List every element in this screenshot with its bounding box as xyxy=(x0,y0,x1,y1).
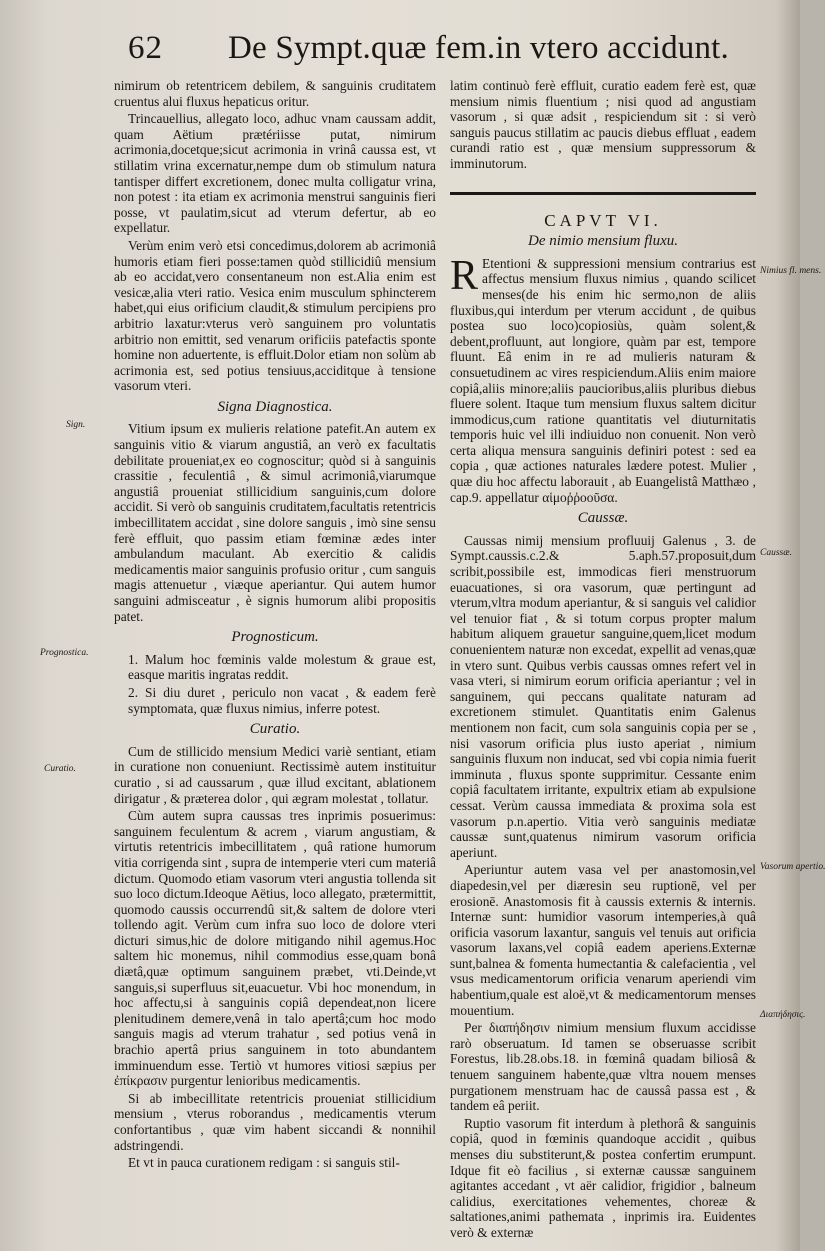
chapter-heading: CAPVT VI. xyxy=(544,210,662,230)
section-heading-curatio: Curatio. xyxy=(249,721,301,738)
paragraph: Cùm autem supra caussas tres inprimis posuerimus: sanguinem feculentum & acrem , viarum angustiam, & virtutis retentricis imbecillitatem , quâ ratione humorum vitia corrigenda sint , supra de intemperie vteri cum materiâ dictum. Quomodo etiam vasorum vteri angustia tollenda sit suo loco dictum.Ideoque Aëtius, loco allegato, prætermittit, quomodo caussis occurrendû sit,& saltem de dolore vteri tollendo agit. Verùm cum infra suo loco de dolore vteri dicturi simus,hic de dolore mitigando nihil agemus.Hoc saltem hic monemus, nihil commodius esse,quam bonâ diætâ,quæ optimum sanguinem præbet, vti.Deinde,vt sanguis,si superfluus sit,euacuetur. Vbi hoc monendum, in hoc affectu,si à sanguinis copiâ dependeat,non licere plenitudinem demere,venâ in talo apertâ;cum hoc modo sanguis magis ad vterum trahatur , sed potius venâ in brachio apertâ prius sanguinem in toto abundantem imminuendum esse. Tertiò vt humores vitiosi sæpius per ἐπίκρασιν purgentur lenioribus medicamentis. xyxy=(114,808,436,1089)
margin-note-signa: Sign. xyxy=(66,420,86,430)
page-number: 62 xyxy=(128,30,163,66)
list-item: 1. Malum hoc fœminis valde molestum & graue est, easque maritis ingratas reddit. xyxy=(128,651,436,683)
paragraph: Vitium ipsum ex mulieris relatione patefit.An autem ex sanguinis vitio & viarum angustiâ, an verò ex facultatis debilitate proueniat,ex eo cognoscitur; quòd si à sanguinis crassitie , feculentiâ , & simul acrimoniâ,viarumque angustiâ proueniat stillicidium sanguinis,cum dolore accidit. Si verò ob sanguinis cruditatem,facultatis retentricis imbecillitatem accidat , sine dolore sanguis , imò sine sensu ferè effluit, quo passim etiam fœminæ ædes inter ambulandum maculant. Ab exercitio & calidis medicamentis maior sanguinis profusio oritur , cum sanguis magis attenuetur , viæque aperiantur. Qui autem humor sanguini admisceatur , è signis humorum alibi propositis patet. xyxy=(114,421,436,624)
margin-note-diapedesis: Διαπήδησις. xyxy=(760,1010,806,1020)
list-item: 2. Si diu duret , periculo non vacat , & eadem ferè symptomata, quæ fluxus nimius, inferre potest. xyxy=(128,684,436,716)
paragraph: Caussas nimij mensium profluuij Galenus , 3. de Sympt.caussis.c.2.& 5.aph.57.proposuit,dum scribit,possibile est, immodicas fieri menstruorum euacuationes, si ora vasorum, quæ pertingunt ad vterum,vltra modum aperiantur, & si sanguis vel calidior vel tenuior fiat , & si totum corpus propter malum habitum aliquem grauetur sanguine,quem,licet modum conuenientem naturæ non excedat, expellit ad venas,quæ in vtero sunt. Quibus verbis caussas omnes refert vel in vasa vteri, si nimirum eorum orificia aperiantur ; vel in sanguinem, qui peccans qualitate naturam ad excretionem stimulet. Quantitatis enim Galenus mentionem non facit, cum sola sanguinis copia per se , nisi vasorum orificia plus iusto aperiat , nimium sanguinis fluxum non inducat, sed vbi copia nimia fuerit imminuta , fluxus sponte supprimitur. Cessante enim copiâ facultatem irritante, expultrix etiam ab expulsione cessat. Verùm caussa immediata & proxima sola est vasorum p.n.apertio. Vitia verò sanguinis mediatæ caussæ sunt,quatenus nimirum vasorum orificia aperiunt. xyxy=(450,532,756,860)
paragraph: Aperiuntur autem vasa vel per anastomosin,vel diapedesin,vel per diæresin seu ruptionē, vel per erosionē. Anastomosis fit à caussis externis & internis. Internæ sunt: humidior vasorum intemperies,à quâ orificia vasorum laxantur, sanguis vel tenuis aut orificia vasorum laxans,vel copiâ eadem aperiens.Externæ sunt,balnea & fomenta humectantia & calefacientia , vel vsus medicamentorum orificia venarum aperiendi vim habentium,quale est aloë,vt & medicamentorum menses mouentium. xyxy=(450,862,756,1018)
paragraph: Trincauellius, allegato loco, adhuc vnam caussam addit, quam Aëtium prætériisse putat, nimirum acrimonia,docetque;sicut acrimonia in vrinâ caussa est, vt stillatim vrina excernatur,nempe dum ob stimulum natura tantisper differt excretionem, donec multa colligatur vrina, non potest : ita etiam ex acrimonia menstrui sanguinis fieri posse, vt paulatim,sicut ad vterum defertur, ab eo expellatur. xyxy=(114,111,436,236)
running-title: De Sympt.quæ fem.in vtero accidunt. xyxy=(228,30,729,66)
page-header xyxy=(0,30,800,74)
chapter-subtitle: De nimio mensium fluxu. xyxy=(528,233,678,250)
paragraph: Si ab imbecillitate retentricis proueniat stillicidium mensium , vterus roborandus , medicamentis vterum confortantibus , quæ vim habent siccandi & nonnihil adstringendi. xyxy=(114,1090,436,1153)
paragraph: Et vt in pauca curationem redigam : si sanguis stil- xyxy=(128,1155,400,1171)
margin-note-vasorum-apertio: Vasorum apertio. xyxy=(760,862,825,872)
margin-note-nimius-fluxus: Nimius fl. mens. xyxy=(760,266,822,276)
paragraph-text: Etentioni & suppressioni mensium contrarius est affectus mensium fluxus nimius , quando scilicet menses(de his enim hic sermo,non de aliis fluxibus,qui interdum per vterum accidunt , de quibus postea suo loco)copiosiùs, quàm solent,& debent,profluunt, aut longiore, quàm par est, tempore fluunt. Eâ enim in re ad mulieris naturam & consuetudinem ac vires respiciendum.Aliis enim maiore copiâ,aliis minore;aliis paucioribus,aliis pluribus diebus fluere solent. Itaque tum mensium fluxus saltem dicitur immodicus,cum ratione quantitatis vel diuturnitatis temporis huic vel illi indiuiduo non conuenit. Non verò certa aliqua mensura sanguinis definiri potest : sed ea copia , quæ actiones naturales lædere potest. Mulier , quæ diu hoc affectu laborauit , ab Euangelistâ Matthæo , cap.9. appellatur αἱμοῤῥοοῦσα. xyxy=(450,255,756,505)
paragraph: nimirum ob retentricem debilem, & sanguinis cruditatem cruentus alui fluxus hepaticus oritur. xyxy=(114,78,436,109)
paragraph: Verùm enim verò etsi concedimus,dolorem ab acrimoniâ humoris etiam fieri posse:tamen quòd stillicidiû mensium ab eo accidat,vero consentaneum non est.Alia enim est vesicæ,alia vteri ratio. Vesica enim musculum sphincterem habet,qui eius orificium claudit,& stimulum percipiens pro arbitrio laxatur:vterus verò sanguinem pro voluntatis arbitrio non emittit, sed venarum orificiis patefactis sponte homine non aduertente, is effluit.Dolor etiam non solùm ab acrimonia est, sed potius tensiuus,acciditque à tensione vasorum vteri. xyxy=(114,237,436,394)
left-column xyxy=(114,78,436,1173)
paragraph: Ruptio vasorum fit interdum à plethorâ & sanguinis copiâ, quod in fœminis quandoque accidit , quibus menses diu substiterunt,& postea confertim erumpunt. Idque fit eò facilius , si externæ caussæ sanguinem agitantes accedant , vt aër calidior, frigidior , balneum calidius, exercitationes vehementes, choreæ & saltationes,animi pathemata , inprimis ira. Euidentes verò & externæ xyxy=(450,1115,756,1240)
paragraph xyxy=(450,252,756,506)
section-heading-prognosticum: Prognosticum. xyxy=(231,629,319,646)
paragraph: Cum de stillicido mensium Medici variè sentiant, etiam in curatione non conueniunt. Rectissimè autem instituitur curatio , si ad caussarum , quæ illud excitant, ablationem dirigatur , & præterea dolor , qui ægram molestat , tollatur. xyxy=(114,743,436,806)
margin-note-caussae: Caussæ. xyxy=(760,548,792,558)
drop-capital: R xyxy=(450,252,479,299)
margin-note-curatio: Curatio. xyxy=(44,764,76,774)
right-column xyxy=(450,78,756,1243)
section-heading-caussae: Caussæ. xyxy=(577,510,629,527)
section-heading-signa: Signa Diagnostica. xyxy=(217,398,333,415)
margin-note-prognostica: Prognostica. xyxy=(40,648,89,658)
paragraph: Per διαπήδησιν nimium mensium fluxum accidisse rarò obseruatum. Id tamen se obseruasse scribit Forestus, lib.28.obs.18. in fœminâ quadam biliosâ & tenuem sanguinem habente,quæ vltra nouem menses purgationem menstruam hac de caussâ passa est , & tandem eâ periit. xyxy=(450,1020,756,1114)
chapter-divider-rule xyxy=(450,192,756,195)
paragraph: latim continuò ferè effluit, curatio eadem ferè est, quæ mensium nimis fluentium ; nisi quod ad angustiam vasorum , si quæ adsit , respiciendum sit : si verò sanguis paucus stillatim ac paucis diebus effluat , eadem curandi ratio est , quæ mensium suppressorum & imminutorum. xyxy=(450,78,756,171)
